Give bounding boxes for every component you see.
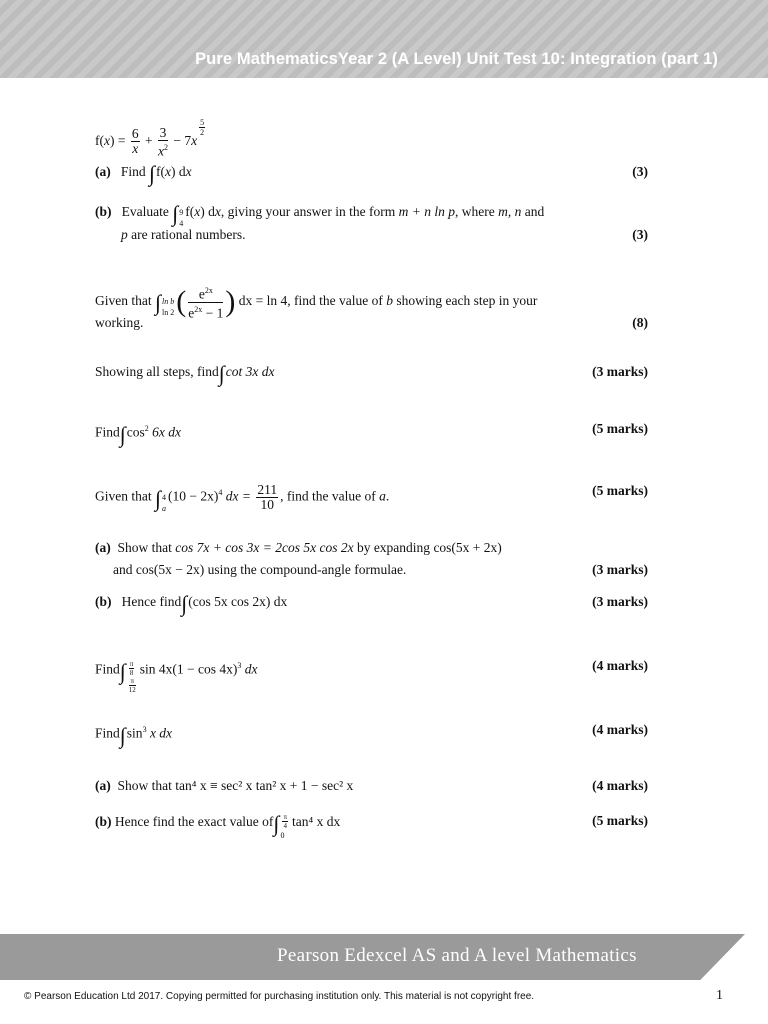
publisher-title: Pearson Edexcel AS and A level Mathematics (277, 945, 637, 966)
q6b-text: (b) Hence find∫(cos 5x cos 2x) dx (95, 591, 288, 616)
q1a-marks: (3) (632, 164, 648, 179)
q4-text: $Find\int\cos^2$ 6x dx (95, 421, 182, 447)
q6a-marks: (3 marks) (592, 562, 648, 577)
q6b-marks: (3 marks) (592, 594, 648, 609)
q8-text: $Find\int\sin^3$ x dx (95, 722, 173, 748)
q9b-marks: (5 marks) (592, 813, 648, 828)
q7-text: Find∫ $\frac{\pi}{8}$ $\frac{\pi}{12}$ $\sin 4x(1 - \cos 4x)^3$ dx (95, 658, 258, 695)
page-header-title: Pure MathematicsYear 2 (A Level) Unit Test 10: Integration (part 1) (195, 50, 718, 68)
q5-text: Given that ∫4 $a(10 - 2x)^4$ dx = $\frac{211}{10}$ , find the value of a. (95, 482, 390, 513)
q6a-text-line2: and cos(5x − 2x) using the compound-angle formulae. (113, 562, 407, 577)
q4-marks: (5 marks) (592, 421, 648, 436)
q3-marks: (3 marks) (592, 364, 648, 379)
copyright-notice: © Pearson Education Ltd 2017. Copying permitted for purchasing institution only. This material is not copyright free. (24, 991, 535, 1002)
q1a-text: (a) Find ∫f(x) dx (95, 161, 192, 186)
q2-text-line2: working. (95, 315, 144, 330)
q5-marks: (5 marks) (592, 483, 648, 498)
q9b-text: (b) Hence find the exact value of∫ $\frac{\pi}{4}$ 0tan⁴ x dx (95, 811, 341, 840)
q9a-marks: (4 marks) (592, 778, 648, 793)
q6a-text: (a) Show that cos 7x + cos 3x = 2cos 5x cos 2x by expanding cos(5x + 2x) (95, 540, 502, 555)
page-number: 1 (716, 988, 723, 1003)
q2-text: Given that ∫ln b ln 2( $\frac{e^{2x}}{e^{2x} - 1}$ ) dx = ln 4, find the value of b showing each step in your (95, 285, 538, 320)
q1b-text-line2: p are rational numbers. (121, 227, 246, 242)
q8-marks: (4 marks) (592, 722, 648, 737)
q7-marks: (4 marks) (592, 658, 648, 673)
q1b-marks: (3) (632, 227, 648, 242)
q1-function-definition: f(x) = $\frac{6}{x}$ + $\frac{3}{x^2}$ − 7x $\frac{5}{2}$ (95, 118, 205, 159)
q1b-text: (b) Evaluate ∫9 4f(x) dx, giving your answer in the form m + n ln p, where m, n and (95, 201, 545, 228)
q2-marks: (8) (632, 315, 648, 330)
q3-text: Showing all steps, find∫cot 3x dx (95, 361, 275, 386)
q9a-text: (a) Show that tan⁴ x ≡ sec² x tan² x + 1 − sec² x (95, 778, 354, 793)
